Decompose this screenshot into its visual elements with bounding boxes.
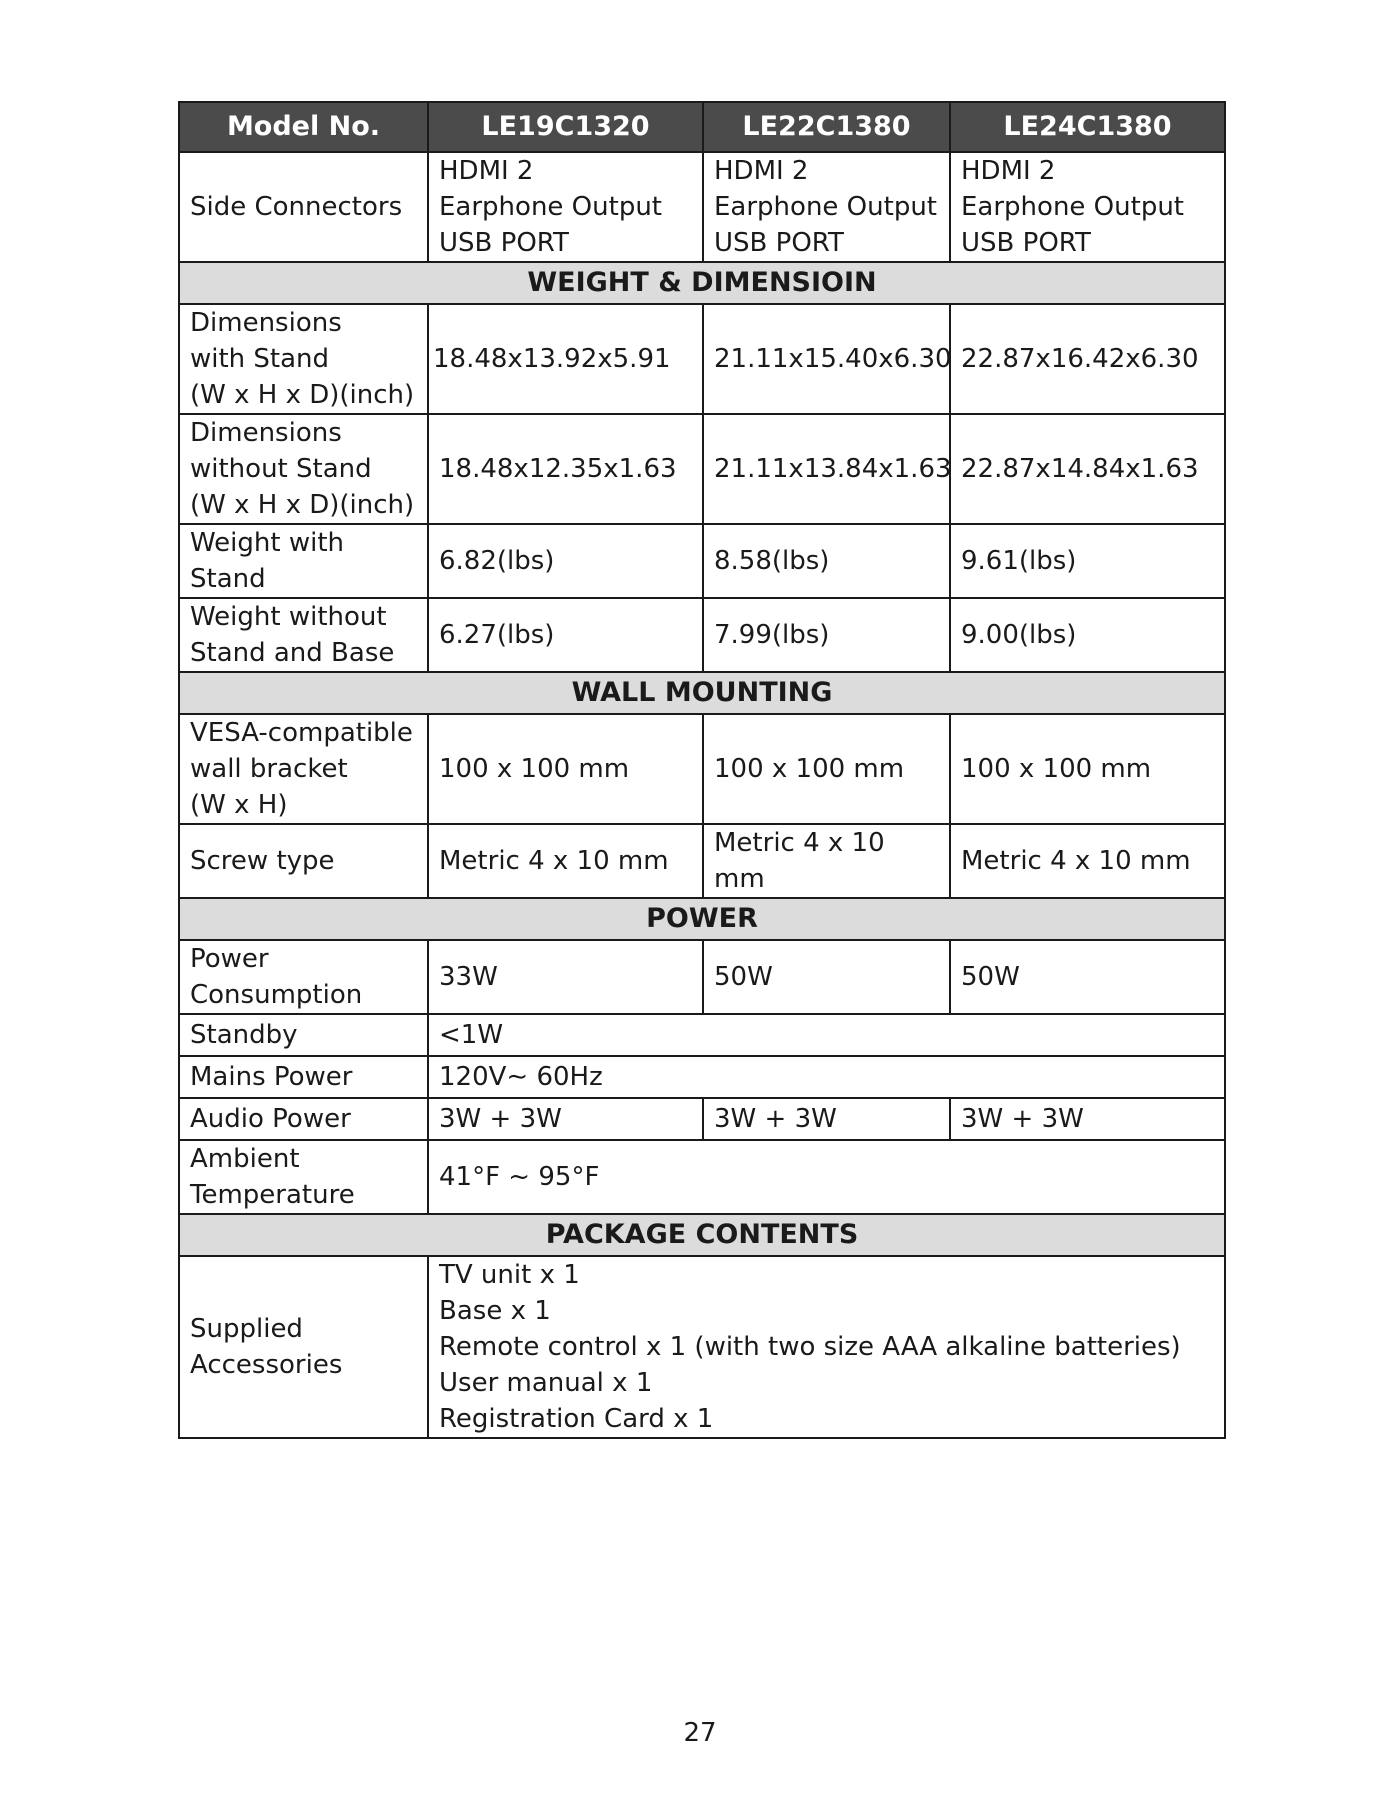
label-line: (W x H) <box>190 790 288 820</box>
accessory-item: TV unit x 1 <box>439 1260 580 1290</box>
label-line: Stand and Base <box>190 638 395 668</box>
dim-without-stand-value: 18.48x12.35x1.63 <box>428 414 703 524</box>
dim-without-stand-label <box>179 414 428 524</box>
section-weight <box>179 262 1225 304</box>
label-line: with Stand <box>190 344 330 374</box>
accessories-label <box>179 1256 428 1438</box>
weight-without-value: 7.99(lbs) <box>703 598 950 672</box>
screw-label: Screw type <box>179 824 428 898</box>
side-connectors-label: Side Connectors <box>179 152 428 262</box>
model-label: Model No. <box>179 102 428 152</box>
vesa-row <box>179 714 1225 824</box>
side-connectors-value <box>703 152 950 262</box>
connector-item: USB PORT <box>961 228 1091 258</box>
screw-value: Metric 4 x 10 mm <box>428 824 703 898</box>
dim-with-stand-label <box>179 304 428 414</box>
dim-without-stand-value: 21.11x13.84x1.63 <box>703 414 950 524</box>
connector-item: Earphone Output <box>714 192 937 222</box>
label-line: without Stand <box>190 454 372 484</box>
page-number: 27 <box>683 1718 717 1748</box>
standby-label: Standby <box>179 1014 428 1056</box>
connector-item: HDMI 2 <box>714 156 809 186</box>
mains-row <box>179 1056 1225 1098</box>
power-consumption-value: 50W <box>950 940 1225 1014</box>
accessory-item: User manual x 1 <box>439 1368 653 1398</box>
connector-item: HDMI 2 <box>439 156 534 186</box>
label-line: wall bracket <box>190 754 348 784</box>
weight-without-row <box>179 598 1225 672</box>
power-consumption-label <box>179 940 428 1014</box>
connector-item: Earphone Output <box>961 192 1184 222</box>
section-wall <box>179 672 1225 714</box>
weight-with-stand-value: 9.61(lbs) <box>950 524 1225 598</box>
label-line: (W x H x D)(inch) <box>190 490 415 520</box>
side-connectors-value <box>950 152 1225 262</box>
label-line: Supplied <box>190 1314 303 1344</box>
label-line: Weight without <box>190 602 387 632</box>
label-line: Power <box>190 944 269 974</box>
header-row <box>179 102 1225 152</box>
mains-label: Mains Power <box>179 1056 428 1098</box>
label-line: Accessories <box>190 1350 343 1380</box>
section-title: PACKAGE CONTENTS <box>179 1214 1225 1256</box>
label-line: Dimensions <box>190 308 342 338</box>
label-line: (W x H x D)(inch) <box>190 380 415 410</box>
weight-with-stand-value: 6.82(lbs) <box>428 524 703 598</box>
model-le22c1380: LE22C1380 <box>703 102 950 152</box>
screw-row <box>179 824 1225 898</box>
connector-item: HDMI 2 <box>961 156 1056 186</box>
section-title: WEIGHT & DIMENSIOIN <box>179 262 1225 304</box>
accessory-item: Remote control x 1 (with two size AAA alkaline batteries) <box>439 1332 1181 1362</box>
weight-without-value: 6.27(lbs) <box>428 598 703 672</box>
accessory-item: Base x 1 <box>439 1296 551 1326</box>
audio-value: 3W + 3W <box>428 1098 703 1140</box>
label-line: Consumption <box>190 980 363 1010</box>
section-power <box>179 898 1225 940</box>
dim-with-stand-value: 21.11x15.40x6.30 <box>703 304 950 414</box>
accessories-list <box>428 1256 1225 1438</box>
spec-table <box>178 101 1226 1439</box>
accessory-item: Registration Card x 1 <box>439 1404 714 1434</box>
vesa-value: 100 x 100 mm <box>950 714 1225 824</box>
power-consumption-value: 50W <box>703 940 950 1014</box>
ambient-label <box>179 1140 428 1214</box>
dim-with-stand-value: 22.87x16.42x6.30 <box>950 304 1225 414</box>
model-le19c1320: LE19C1320 <box>428 102 703 152</box>
ambient-value: 41°F ~ 95°F <box>428 1140 1225 1214</box>
weight-without-value: 9.00(lbs) <box>950 598 1225 672</box>
label-line: Dimensions <box>190 418 342 448</box>
label-line: VESA-compatible <box>190 718 413 748</box>
audio-value: 3W + 3W <box>950 1098 1225 1140</box>
audio-value: 3W + 3W <box>703 1098 950 1140</box>
weight-with-stand-value: 8.58(lbs) <box>703 524 950 598</box>
model-le24c1380: LE24C1380 <box>950 102 1225 152</box>
vesa-label <box>179 714 428 824</box>
weight-without-label <box>179 598 428 672</box>
connector-item: USB PORT <box>439 228 569 258</box>
dim-with-stand-row <box>179 304 1225 414</box>
section-title: POWER <box>179 898 1225 940</box>
dim-without-stand-row <box>179 414 1225 524</box>
label-line: Temperature <box>190 1180 355 1210</box>
connector-item: USB PORT <box>714 228 844 258</box>
dim-with-stand-value: 18.48x13.92x5.91 <box>428 304 703 414</box>
side-connectors-value <box>428 152 703 262</box>
vesa-value: 100 x 100 mm <box>428 714 703 824</box>
standby-value: <1W <box>428 1014 1225 1056</box>
accessories-row <box>179 1256 1225 1438</box>
mains-value: 120V∼ 60Hz <box>428 1056 1225 1098</box>
standby-row <box>179 1014 1225 1056</box>
dim-without-stand-value: 22.87x14.84x1.63 <box>950 414 1225 524</box>
screw-value: Metric 4 x 10 mm <box>950 824 1225 898</box>
side-connectors-row <box>179 152 1225 262</box>
power-consumption-row <box>179 940 1225 1014</box>
label-line: Ambient <box>190 1144 300 1174</box>
weight-with-stand-row <box>179 524 1225 598</box>
screw-value: Metric 4 x 10 mm <box>703 824 950 898</box>
section-title: WALL MOUNTING <box>179 672 1225 714</box>
weight-with-stand-label: Weight with Stand <box>179 524 428 598</box>
vesa-value: 100 x 100 mm <box>703 714 950 824</box>
audio-row <box>179 1098 1225 1140</box>
power-consumption-value: 33W <box>428 940 703 1014</box>
audio-label: Audio Power <box>179 1098 428 1140</box>
ambient-row <box>179 1140 1225 1214</box>
section-package <box>179 1214 1225 1256</box>
connector-item: Earphone Output <box>439 192 662 222</box>
